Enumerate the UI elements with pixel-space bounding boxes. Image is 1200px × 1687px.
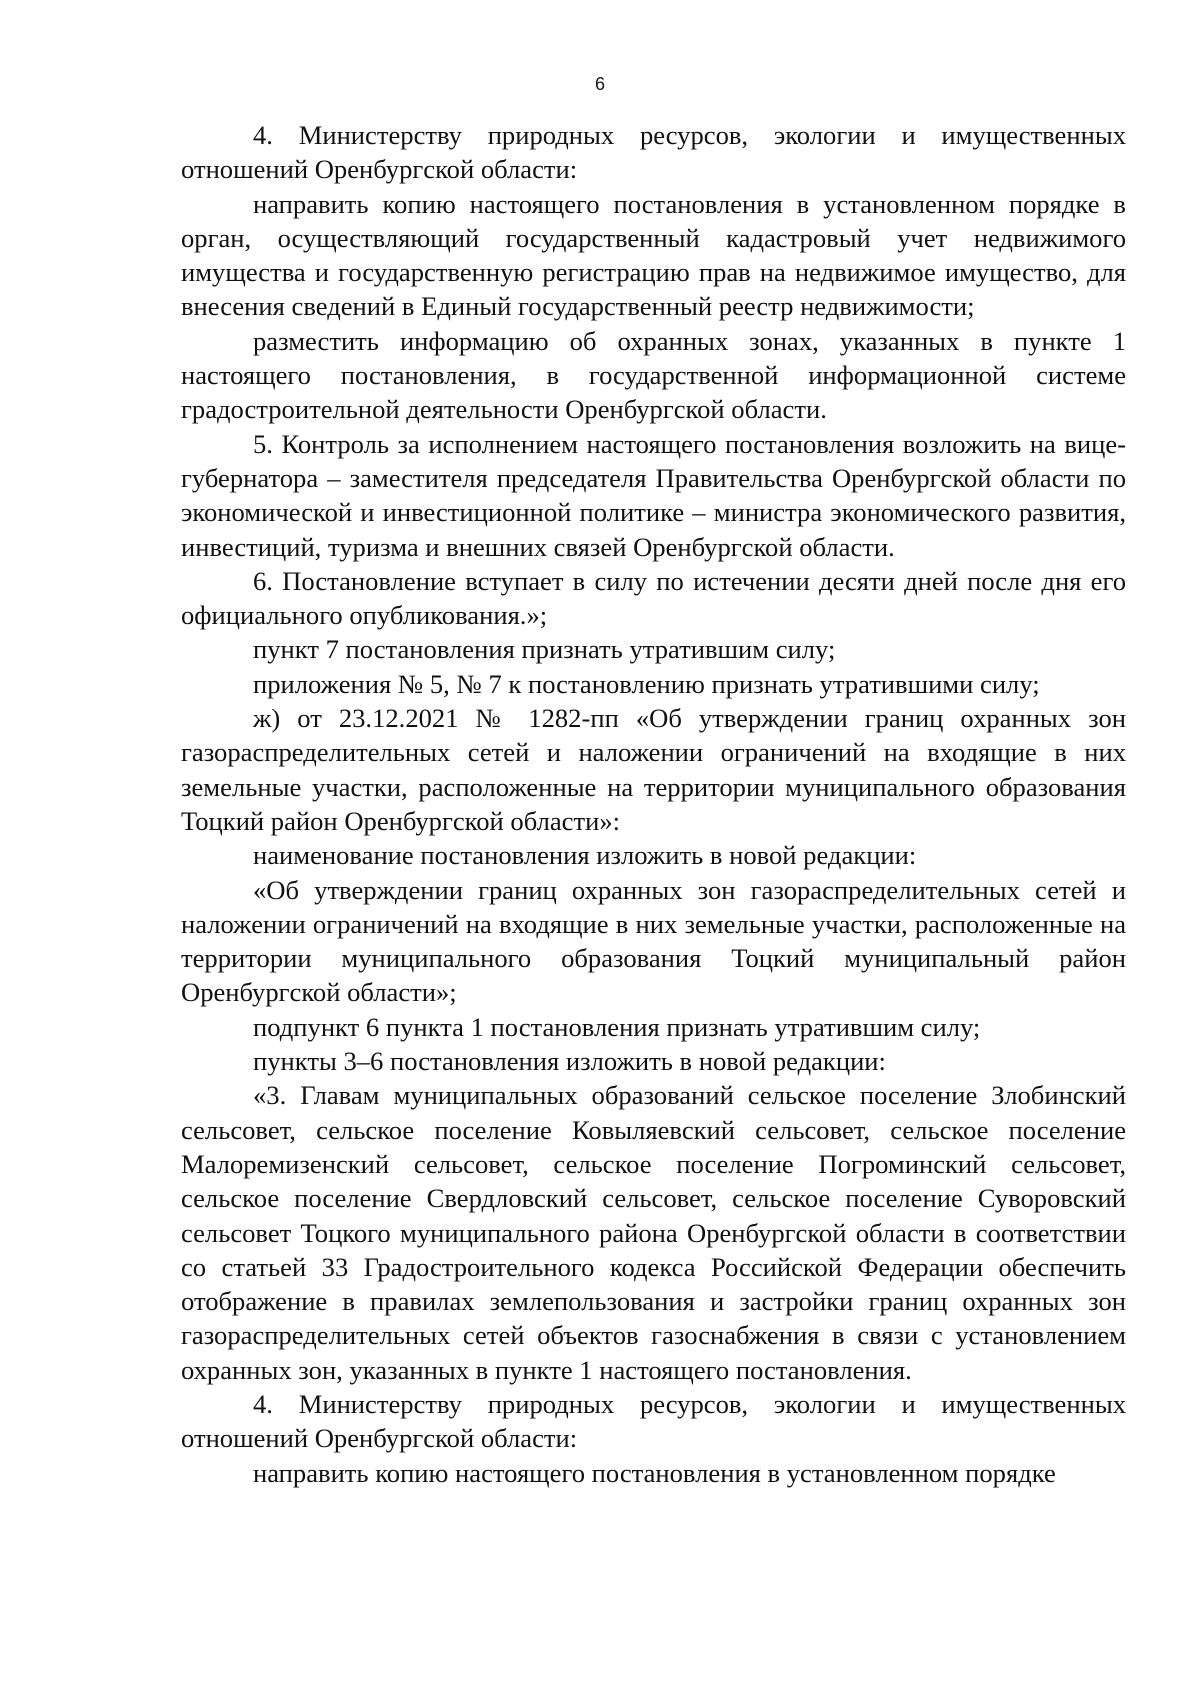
paragraph: подпункт 6 пункта 1 постановления признать утратившим силу; <box>253 1011 981 1042</box>
paragraph: 6. Постановление вступает в силу по истечении десяти дней после дня его официального опубликования.»; <box>181 565 1126 631</box>
paragraph: направить копию настоящего постановления в установленном порядке <box>253 1457 1056 1488</box>
paragraph: разместить информацию об охранных зонах, указанных в пункте 1 настоящего постановления, в государственной информационной системе градостроительной деятельности Оренбургской области. <box>181 325 1126 425</box>
paragraph: 5. Контроль за исполнением настоящего постановления возложить на вице-губернатора – заместителя председателя Правительства Оренбургской области по экономической и инвестиционной политике – министра экономического развития, инвестиций, туризма и внешних связей Оренбургской области. <box>181 428 1126 562</box>
paragraph: направить копию настоящего постановления в установленном порядке в орган, осуществляющий государственный кадастровый учет недвижимого имущества и государственную регистрацию прав на недвижимое имущество, для внесения сведений в Единый государственный реестр недвижимости; <box>181 188 1126 322</box>
paragraph: пункты 3–6 постановления изложить в новой редакции: <box>253 1046 886 1077</box>
paragraph: 4. Министерству природных ресурсов, экологии и имущественных отношений Оренбургской области: <box>181 1388 1126 1454</box>
paragraph: пункт 7 постановления признать утратившим силу; <box>253 634 836 665</box>
paragraph: приложения № 5, № 7 к постановлению признать утратившими силу; <box>253 668 1040 699</box>
paragraph: наименование постановления изложить в новой редакции: <box>253 840 917 871</box>
page-number: 6 <box>594 74 605 94</box>
paragraph: «3. Главам муниципальных образований сельское поселение Злобинский сельсовет, сельское поселение Ковыляевский сельсовет, сельское поселение Малоремизенский сельсовет, сельское поселение Погроминский сельсовет, сельское поселение Свердловский сельсовет, сельское поселение Суворовский сельсовет Тоцкого муниципального района Оренбургской области в соответствии со статьей 33 Градостроительного кодекса Российской Федерации обеспечить отображение в правилах землепользования и застройки границ охранных зон газораспределительных сетей объектов газоснабжения в связи с установлением охранных зон, указанных в пункте 1 настоящего постановления. <box>181 1080 1126 1385</box>
paragraph: «Об утверждении границ охранных зон газораспределительных сетей и наложении ограничений на входящие в них земельные участки, расположенные на территории муниципального образования Тоцкий муниципальный район Оренбургской области»; <box>181 874 1126 1008</box>
document-body <box>181 118 1126 1490</box>
paragraph: ж) от 23.12.2021 № 1282-пп «Об утверждении границ охранных зон газораспределительных сетей и наложении ограничений на входящие в них земельные участки, расположенные на территории муниципального образования Тоцкий район Оренбургской области»: <box>181 703 1126 836</box>
paragraph: 4. Министерству природных ресурсов, экологии и имущественных отношений Оренбургской области: <box>181 120 1126 185</box>
